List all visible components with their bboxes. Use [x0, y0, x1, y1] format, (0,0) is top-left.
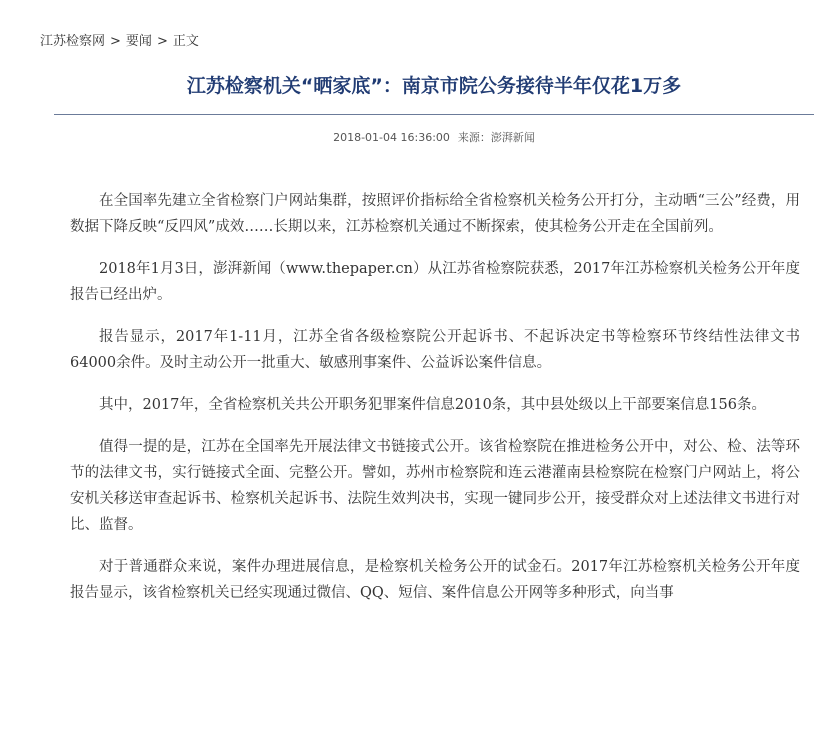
article-paragraph: 2018年1月3日，澎湃新闻（www.thepaper.cn）从江苏省检察院获悉，2017年江苏检察机关检务公开年度报告已经出炉。	[70, 261, 800, 303]
article-meta	[54, 129, 814, 145]
breadcrumb-current: 正文	[172, 34, 199, 49]
breadcrumb-separator: >	[110, 34, 121, 49]
title-divider	[54, 114, 814, 115]
breadcrumb-separator: >	[156, 34, 168, 49]
article-paragraph: 对于普通群众来说，案件办理进展信息，是检察机关检务公开的试金石。2017年江苏检察机关检务公开年度报告显示，该省检察机关已经实现通过微信、QQ、短信、案件信息公开网等多种形式，向当事	[70, 559, 800, 601]
article-paragraph: 其中，2017年，全省检察机关共公开职务犯罪案件信息2010条，其中县处级以上干部要案信息156条。	[99, 397, 766, 413]
article-datetime: 2018-01-04 16:36:00	[333, 131, 450, 144]
article-source: 澎湃新闻	[490, 131, 535, 144]
article-paragraph: 值得一提的是，江苏在全国率先开展法律文书链接式公开。该省检察院在推进检务公开中，对公、检、法等环节的法律文书，实行链接式全面、完整公开。譬如，苏州市检察院和连云港灌南县检察院在检察门户网站上，将公安机关移送审查起诉书、检察机关起诉书、法院生效判决书，实现一键同步公开，接受群众对上述法律文书进行对比、监督。	[70, 439, 800, 533]
article-title: 江苏检察机关“晒家底”：南京市院公务接待半年仅花1万多	[186, 75, 682, 97]
breadcrumb-home-link[interactable]: 江苏检察网	[40, 34, 106, 49]
article-body	[70, 188, 800, 622]
breadcrumb-section-link[interactable]: 要闻	[125, 34, 152, 49]
breadcrumb	[40, 30, 199, 49]
article-source-label: 来源：	[457, 131, 491, 144]
article-paragraph: 报告显示，2017年1-11月，江苏全省各级检察院公开起诉书、不起诉决定书等检察环节终结性法律文书64000余件。及时主动公开一批重大、敏感刑事案件、公益诉讼案件信息。	[70, 329, 800, 371]
article-paragraph: 在全国率先建立全省检察门户网站集群，按照评价指标给全省检察机关检务公开打分，主动晒“三公”经费，用数据下降反映“反四风”成效……长期以来，江苏检察机关通过不断探索，使其检务公开走在全国前列。	[70, 193, 800, 235]
